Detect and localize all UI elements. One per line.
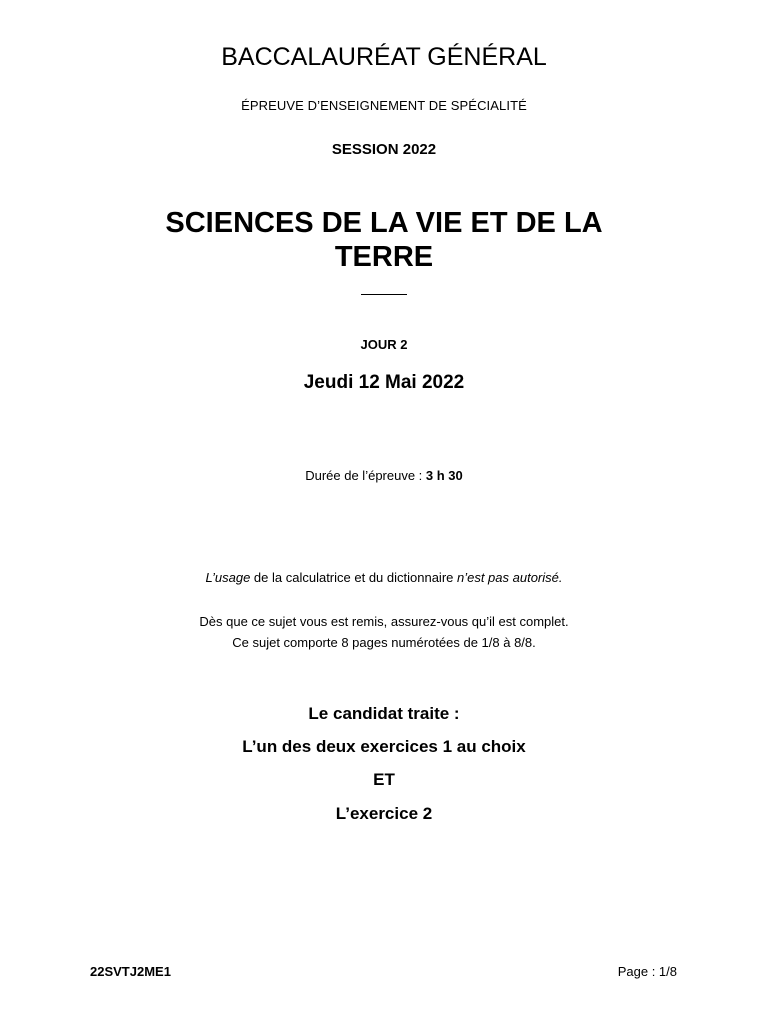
subject-title: SCIENCES DE LA VIE ET DE LA TERRE [165,207,603,273]
subject-code: 22SVTJ2ME1 [90,964,171,979]
usage-part3: n’est pas autorisé. [453,570,563,585]
exam-duration [0,468,768,484]
title-divider [361,294,407,295]
candidate-instruction-and: ET [373,770,395,789]
duration-label: Durée de l’épreuve : [305,468,426,483]
session-label: SESSION 2022 [331,141,437,158]
completeness-notice: Dès que ce sujet vous est remis, assurez-vous qu’il est complet. [199,614,569,629]
usage-part1: L’usage [205,570,254,585]
calculator-notice [0,570,768,586]
usage-part2: de la calculatrice et du dictionnaire [253,570,454,585]
candidate-instruction-exercise2: L’exercice 2 [335,804,433,823]
exam-date: Jeudi 12 Mai 2022 [303,372,465,393]
duration-value: 3 h 30 [425,468,463,483]
candidate-instruction-exercise1: L’un des deux exercices 1 au choix [242,737,526,756]
candidate-instruction-heading: Le candidat traite : [308,704,460,723]
page-number: Page : 1/8 [617,964,677,979]
exam-day: JOUR 2 [360,337,408,352]
page-count-notice: Ce sujet comporte 8 pages numérotées de 1/8 à 8/8. [232,635,536,650]
exam-title: BACCALAURÉAT GÉNÉRAL [221,43,547,71]
epreuve-subtitle: ÉPREUVE D’ENSEIGNEMENT DE SPÉCIALITÉ [241,98,527,113]
